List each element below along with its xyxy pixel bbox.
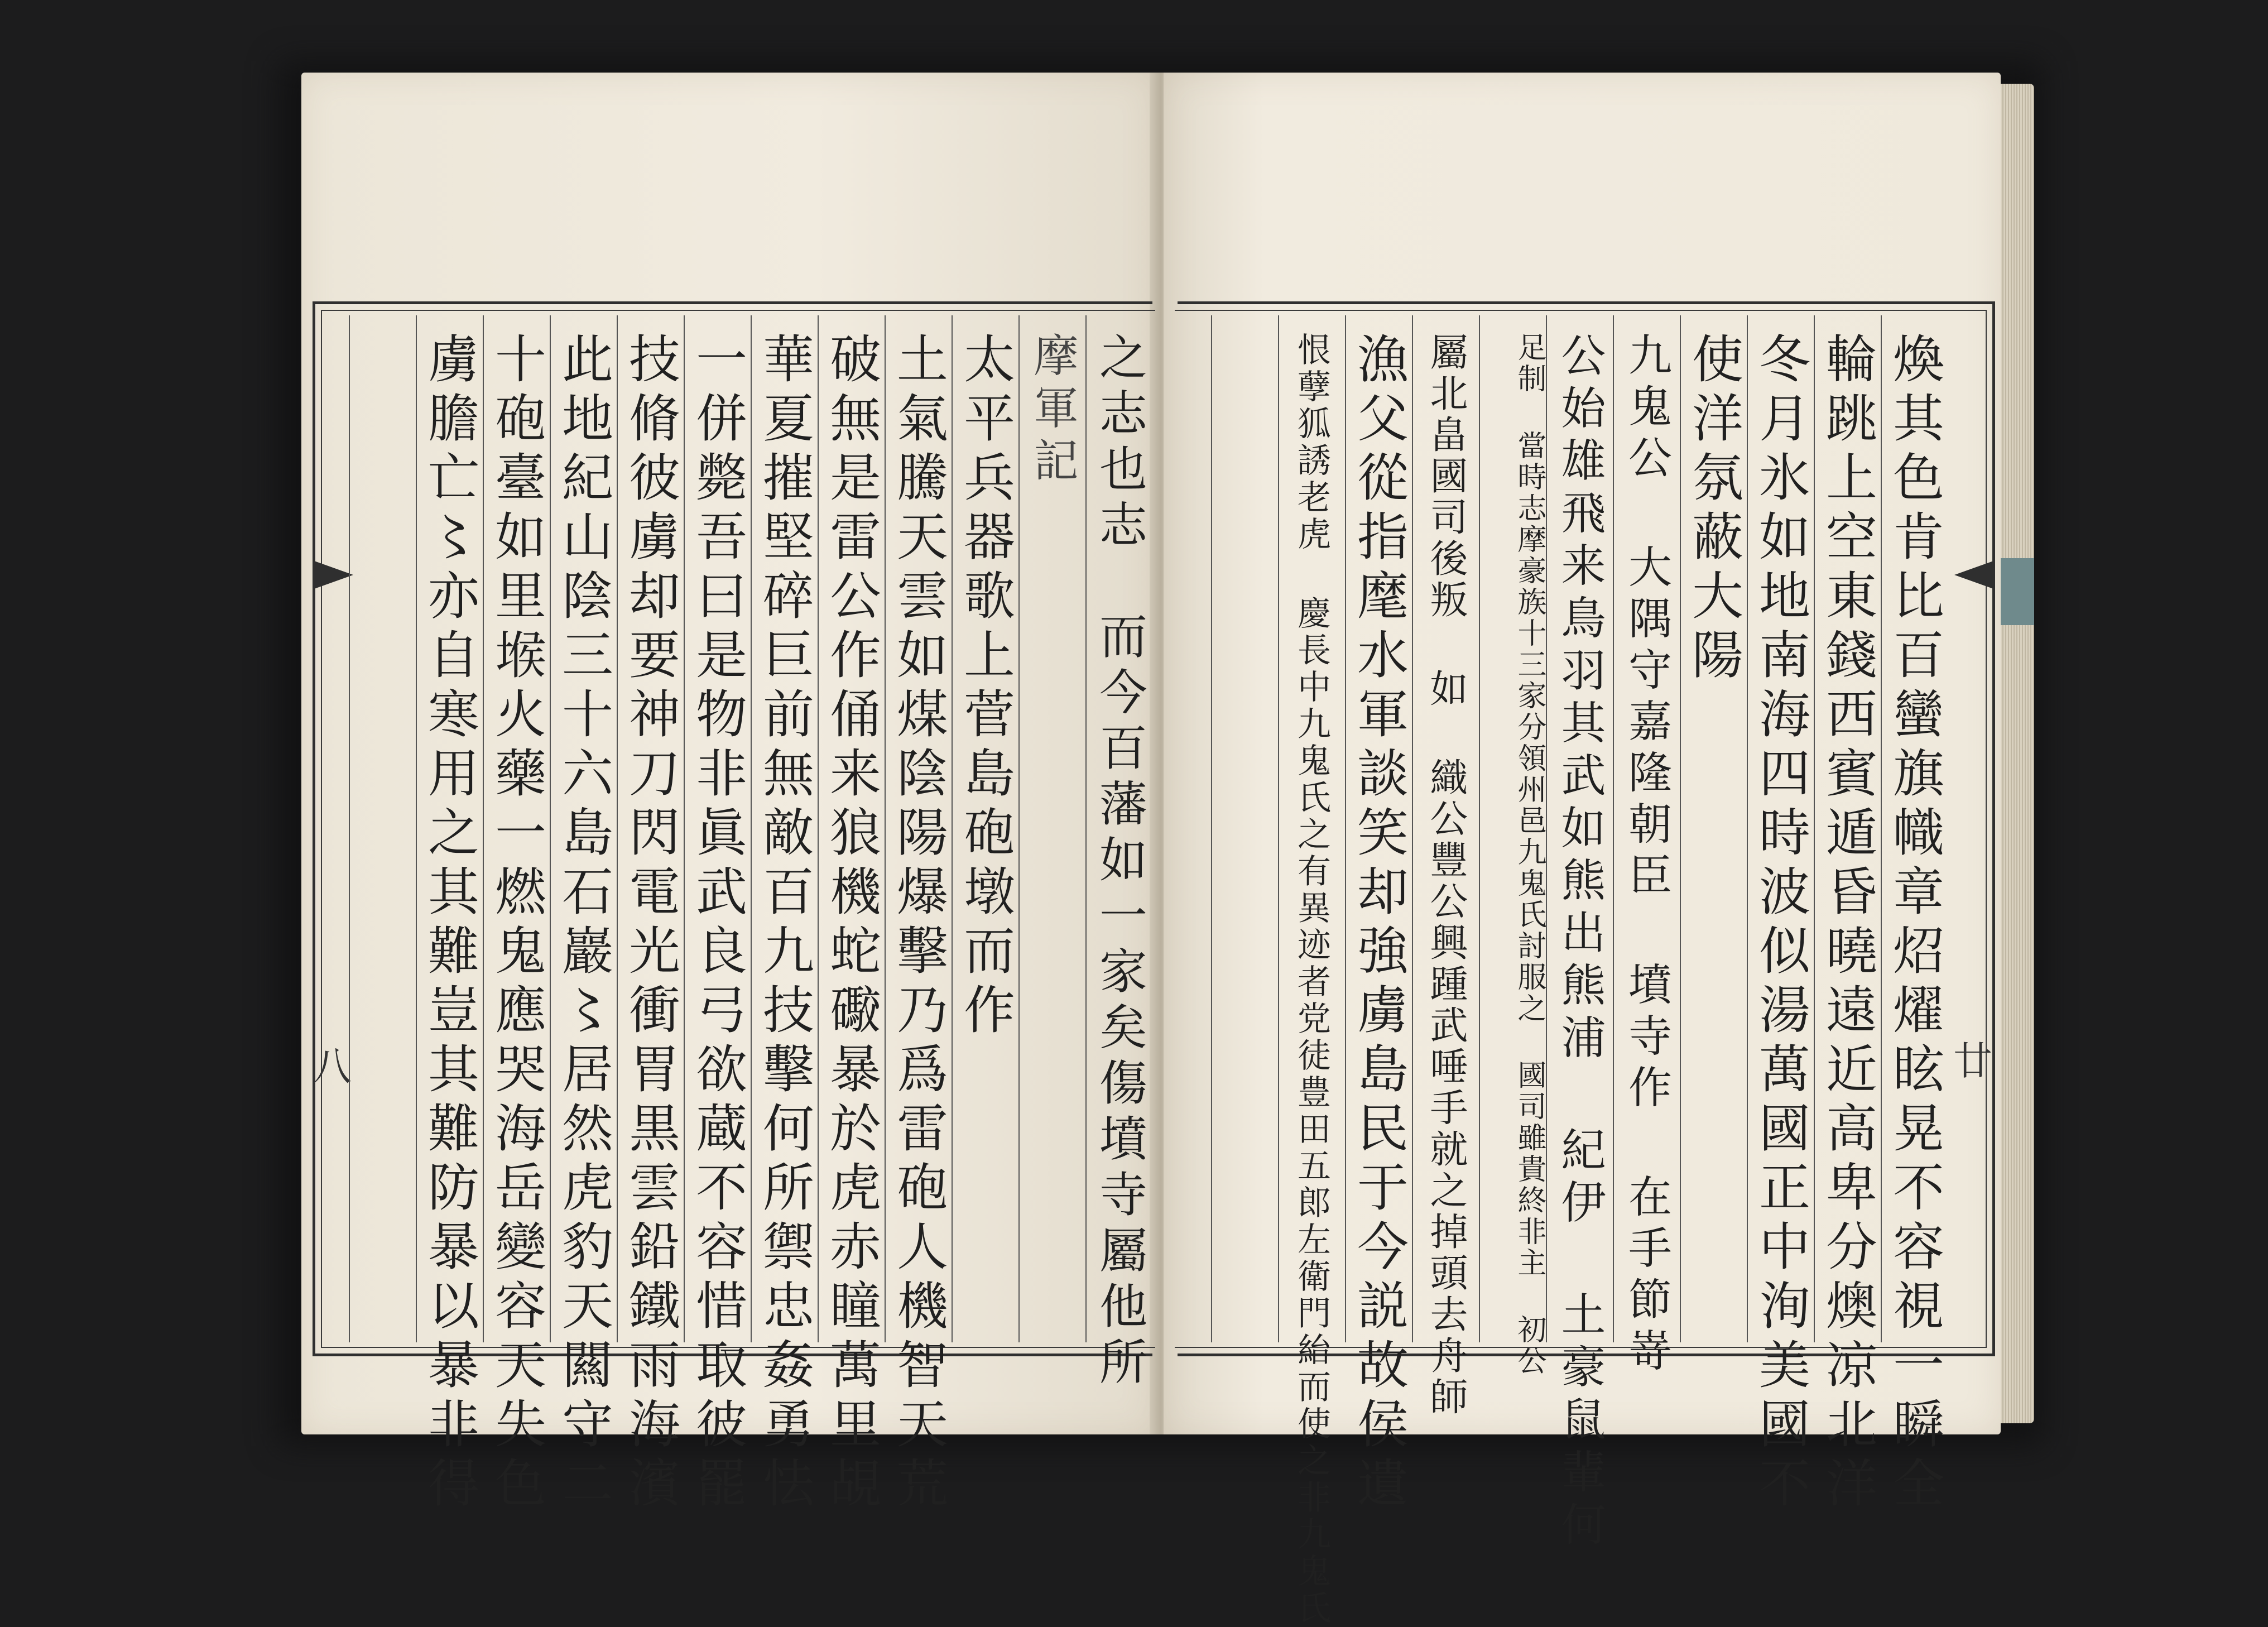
column-6: 公始雄飛来鳥羽其武如熊出熊浦 紀伊 土豪鼠輩何 <box>1546 315 1613 1342</box>
column-5: 破無是雷公作俑来狼機蛇礮暴於虎赤瞳萬里覘 <box>818 315 885 1342</box>
column-11: 虜膽亡〻亦自寒用之其難豈其難防暴以暴非得 <box>416 315 483 1342</box>
column-7: 一併斃吾曰是物非眞武良弓欲蔵不容惜取彼罷 <box>684 315 751 1342</box>
fish-tail-mark <box>314 561 353 589</box>
column-4: 土氣騰天雲如煤陰陽爆擊乃爲雷砲人機智天荒 <box>885 315 952 1342</box>
left-text-frame <box>313 301 1152 1515</box>
column-7: 足制 當時志摩豪族十三家分領州邑九鬼氏討服之 國司雖貴終非主 初公 <box>1479 315 1546 1342</box>
left-folio: 八 <box>313 1044 352 1090</box>
blank-column <box>1211 315 1278 1342</box>
column-6: 華夏摧堅碎巨前無敵百九技擊何所禦忠姦勇怯 <box>751 315 818 1342</box>
page-edges <box>2001 84 2034 1423</box>
column-9: 此地紀山陰三十六島石巖〻居然虎豹天闗守二 <box>550 315 617 1342</box>
column-8: 技脩彼虜却要神刀閃電光衝胃黒雲鉛鐵雨海濱 <box>617 315 684 1342</box>
column-10: 十砲臺如里堠火藥一燃鬼應哭海岳變容天失色 <box>483 315 550 1342</box>
column-8: 屬北畠國司後叛 如 織公豐公興踵武唾手就之掉頭去舟師 <box>1412 315 1479 1342</box>
edge-tab <box>2001 558 2034 625</box>
column-10: 恨孽狐誘老虎 慶長中九鬼氏之有異迹者党徒豊田五郎左衛門紿而使之非九鬼氏 <box>1278 315 1345 1342</box>
column-9: 漁父從指麾水軍談笑却強虜島民于今説故侯遺 <box>1345 315 1412 1342</box>
right-folio: 廿 <box>1953 1038 1992 1084</box>
column-1: 之志也志 而今百藩如一家矣傷墳寺屬他所 <box>1085 315 1152 1342</box>
column-2: 輪跳上空東錢西賓遁昏曉遠近高卑分燠凉北洋 <box>1814 315 1881 1342</box>
column-1: 煥其色肯比百蠻旗幟章炤燿眩晃不容視一瞬全 <box>1881 315 1948 1342</box>
column-3: 冬月氷如地南海四時波似湯萬國正中洵美國不 <box>1747 315 1814 1342</box>
column-3: 太平兵器歌上菅島砲墩而作 <box>952 315 1018 1342</box>
column-2: 摩軍記 <box>1018 315 1085 1342</box>
right-text-frame <box>1178 301 1995 1627</box>
column-5: 九鬼公 大隅守嘉隆朝臣 墳寺作 在手節嵜 <box>1613 315 1680 1342</box>
blank-column <box>349 315 416 1342</box>
column-4: 使洋氛蔽大陽 <box>1680 315 1747 1342</box>
fish-tail-mark <box>1954 561 1993 589</box>
